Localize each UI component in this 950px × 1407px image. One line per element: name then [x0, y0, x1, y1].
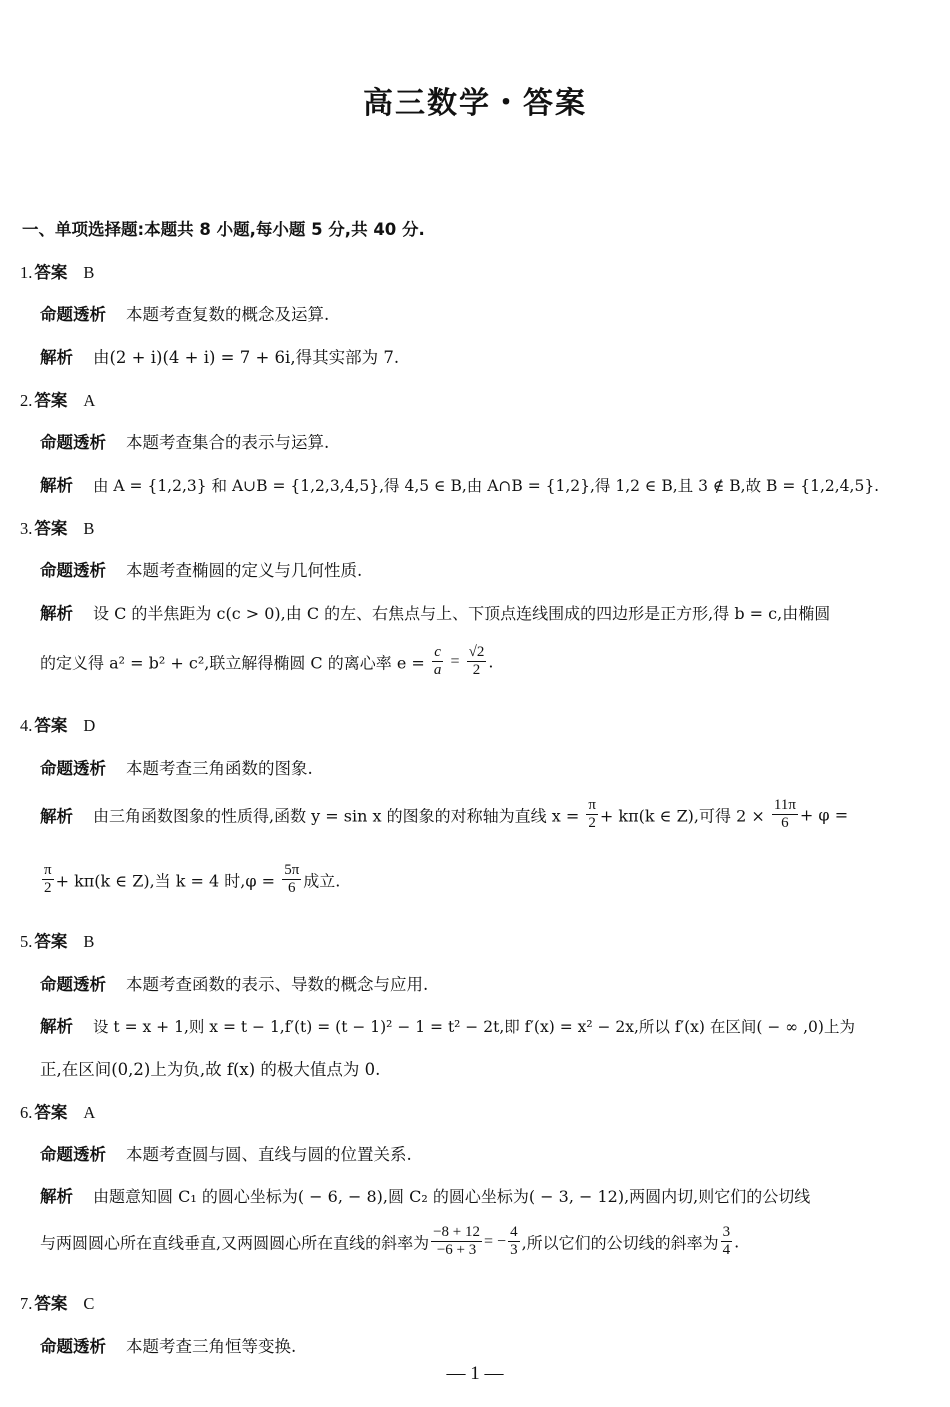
q6-intent-text: 本题考查圆与圆、直线与圆的位置关系. [126, 1145, 412, 1164]
solution-label: 解析 [40, 1187, 73, 1206]
q5-solution-line2 [40, 1056, 380, 1080]
q3-equals: = [450, 652, 460, 670]
intent-label: 命题透析 [40, 433, 106, 452]
q4-intent-text: 本题考查三角函数的图象. [126, 759, 313, 778]
solution-label: 解析 [40, 806, 73, 826]
q6-mid: = − [484, 1232, 507, 1250]
q6-fraction-3-over-4: $\frac{3}{4}$ [722, 1224, 731, 1259]
solution-label: 解析 [40, 604, 73, 623]
q6-solution-line2 [40, 1224, 739, 1260]
q5-answer: B [83, 932, 95, 951]
q6-intent [40, 1141, 412, 1165]
q5-intent [40, 971, 428, 995]
q3-answer-line [20, 515, 94, 539]
intent-label: 命题透析 [40, 975, 106, 994]
q3-solution-line1 [40, 600, 830, 624]
q4-tail-b: 成立. [303, 871, 341, 891]
q4-mid-a: + kπ(k ∈ Z),可得 2 × [599, 806, 765, 826]
q1-number: 1. [20, 263, 33, 282]
q5-intent-text: 本题考查函数的表示、导数的概念与应用. [126, 975, 429, 994]
q3-answer: B [83, 519, 95, 538]
solution-label: 解析 [40, 1017, 73, 1036]
q7-intent-text: 本题考查三角恒等变换. [126, 1337, 297, 1356]
q3-intent-text: 本题考查椭圆的定义与几何性质. [126, 561, 363, 580]
q4-fraction-pi-over-2-b: $\frac{\pi}{2}$ [44, 862, 52, 897]
q2-intent [40, 429, 329, 453]
q5-solution-text-b: 正,在区间(0,2)上为负,故 f(x) 的极大值点为 0. [40, 1060, 381, 1079]
answer-label: 答案 [34, 1294, 68, 1313]
q6-solution-text-b: 与两圆圆心所在直线垂直,又两圆圆心所在直线的斜率为 [40, 1233, 430, 1253]
q4-fraction-11pi-over-6: $\frac{11\pi}{6}$ [773, 797, 796, 832]
q1-answer: B [83, 263, 95, 282]
q1-intent-text: 本题考查复数的概念及运算. [126, 305, 330, 324]
q5-solution-text-a: 设 t = x + 1,则 x = t − 1,f′(t) = (t − 1)² − 1 = t² − 2t,即 f′(x) = x² − 2x,所以 f′(x) 在区间( − ∞ ,0)上为 [93, 1018, 855, 1036]
q4-fraction-pi-over-2: $\frac{\pi}{2}$ [588, 797, 596, 832]
q4-intent [40, 755, 313, 779]
q7-number: 7. [20, 1294, 33, 1313]
q6-solution-text-a: 由题意知圆 C₁ 的圆心坐标为( − 6, − 8),圆 C₂ 的圆心坐标为( − 3, − 12),两圆内切,则它们的公切线 [93, 1187, 811, 1206]
q6-slope-fraction: $\frac{-8 + 12}{-6 + 3}$ [433, 1224, 481, 1259]
q4-answer: D [83, 716, 96, 735]
solution-label: 解析 [40, 348, 73, 367]
intent-label: 命题透析 [40, 1337, 106, 1356]
q4-number: 4. [20, 716, 33, 735]
q3-fraction-sqrt2-over-2: $\frac{√2}{2}$ [468, 644, 485, 679]
q3-end: . [488, 652, 494, 672]
q6-answer-line [20, 1099, 95, 1123]
q1-intent [40, 301, 329, 325]
q1-answer-line [20, 259, 94, 283]
q1-solution [40, 344, 399, 368]
page-number: — 1 — [446, 1363, 504, 1384]
intent-label: 命题透析 [40, 305, 106, 324]
q6-number: 6. [20, 1103, 33, 1122]
q6-fraction-4-over-3: $\frac{4}{3}$ [510, 1224, 518, 1259]
q2-number: 2. [20, 391, 33, 410]
q4-solution-text-a: 由三角函数图象的性质得,函数 y = sin x 的图象的对称轴为直线 x = [93, 806, 580, 826]
q1-solution-text: 由(2 + i)(4 + i) = 7 + 6i,得其实部为 7. [93, 348, 400, 367]
q2-intent-text: 本题考查集合的表示与运算. [126, 433, 330, 452]
q3-fraction-c-over-a: $\frac{c}{a}$ [433, 644, 442, 679]
q4-solution-text-b: + kπ(k ∈ Z),当 k = 4 时,φ = [55, 871, 276, 891]
q4-tail-a: + φ = [799, 805, 849, 825]
answer-label: 答案 [34, 932, 68, 951]
q6-solution-line1 [40, 1183, 810, 1207]
q3-solution-text-a: 设 C 的半焦距为 c(c > 0),由 C 的左、右焦点与上、下顶点连线围成的四边形是正方形,得 b = c,由椭圆 [93, 604, 831, 623]
q4-solution-line2 [40, 862, 340, 898]
q3-solution-line2 [40, 644, 493, 680]
q2-solution [40, 472, 879, 496]
q7-answer: C [83, 1294, 95, 1313]
q5-solution-line1 [40, 1013, 855, 1037]
answer-label: 答案 [34, 263, 68, 282]
answer-label: 答案 [34, 391, 68, 410]
solution-label: 解析 [40, 476, 73, 495]
intent-label: 命题透析 [40, 759, 106, 778]
q4-solution-line1 [40, 797, 848, 833]
q7-intent [40, 1333, 296, 1357]
q6-answer: A [83, 1103, 96, 1122]
answer-label: 答案 [34, 716, 68, 735]
q2-answer: A [83, 391, 96, 410]
q5-number: 5. [20, 932, 33, 951]
intent-label: 命题透析 [40, 561, 106, 580]
q3-intent [40, 557, 362, 581]
answer-label: 答案 [34, 519, 68, 538]
q6-end: . [734, 1232, 740, 1252]
q2-answer-line [20, 387, 95, 411]
q4-fraction-5pi-over-6: $\frac{5\pi}{6}$ [284, 862, 300, 897]
q3-number: 3. [20, 519, 33, 538]
q4-answer-line [20, 712, 95, 736]
intent-label: 命题透析 [40, 1145, 106, 1164]
q7-answer-line [20, 1290, 94, 1314]
q5-answer-line [20, 928, 94, 952]
q3-solution-text-b: 的定义得 a² = b² + c²,联立解得椭圆 C 的离心率 e = [40, 653, 425, 673]
section-heading: 一、单项选择题:本题共 8 小题,每小题 5 分,共 40 分. [22, 220, 425, 239]
q6-mid2: ,所以它们的公切线的斜率为 [521, 1233, 719, 1253]
q2-solution-text: 由 A = {1,2,3} 和 A∪B = {1,2,3,4,5},得 4,5 ∈ B,由 A∩B = {1,2},得 1,2 ∈ B,且 3 ∉ B,故 B = {1,2,4,5}. [93, 477, 880, 495]
answer-label: 答案 [34, 1103, 68, 1122]
page-title: 高三数学・答案 [363, 86, 587, 121]
